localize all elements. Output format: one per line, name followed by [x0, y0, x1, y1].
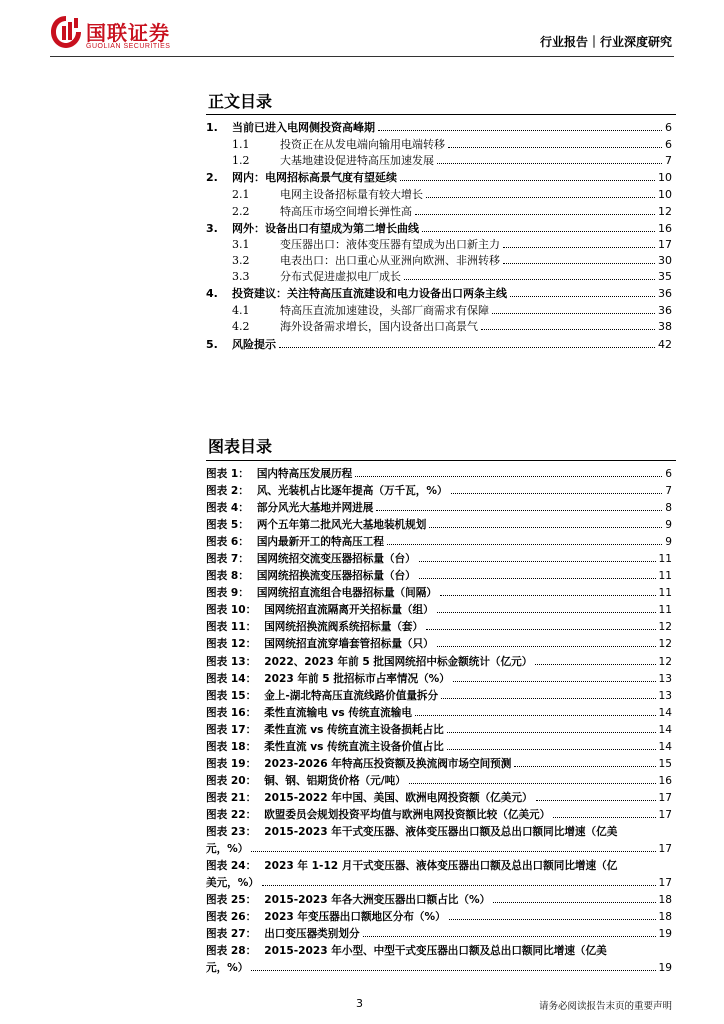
toc-entry-text: 变压器出口：液体变压器有望成为出口新主力	[280, 238, 500, 251]
figure-entry-page: 17	[658, 843, 672, 855]
figure-entry[interactable]	[206, 585, 672, 602]
toc-entry-text: 网外：设备出口有望成为第二增长曲线	[232, 222, 419, 235]
figure-entry[interactable]	[206, 466, 672, 483]
figure-entry[interactable]	[206, 756, 672, 773]
toc-entry[interactable]	[206, 204, 672, 220]
leader-dots	[419, 578, 656, 579]
figure-entry-label: 图表 18：	[206, 741, 257, 753]
figure-entry[interactable]	[206, 551, 672, 568]
guolian-logo-icon	[50, 14, 82, 50]
figure-entry-text: 国网统招换流阀系统招标量（套）	[264, 621, 424, 633]
figure-entry-page: 12	[658, 656, 672, 668]
figure-entry-text: 出口变压器类别划分	[264, 928, 360, 940]
figure-entry-label: 图表 21：	[206, 792, 257, 804]
report-type-label: 行业报告｜行业深度研究	[539, 35, 672, 49]
figure-entry[interactable]	[206, 619, 672, 636]
leader-dots	[363, 936, 656, 937]
leader-dots	[493, 902, 655, 903]
figure-entry-page: 19	[658, 928, 672, 940]
figure-entry-page: 16	[658, 775, 672, 787]
figure-entry-label: 图表 2：	[206, 485, 249, 497]
figure-entry-page: 14	[658, 707, 672, 719]
toc-entry[interactable]	[206, 286, 672, 302]
brand-name-cn: 国联证券	[86, 21, 170, 45]
toc-entry[interactable]	[206, 187, 672, 203]
toc-entry-page: 10	[658, 171, 672, 184]
toc-entry[interactable]	[206, 237, 672, 253]
leader-dots	[251, 851, 655, 852]
leader-dots	[400, 180, 655, 181]
toc-entry-page: 30	[658, 254, 672, 267]
figure-entry[interactable]	[206, 739, 672, 756]
figure-entry-text: 两个五年第二批风光大基地装机规划	[256, 519, 427, 531]
figure-entry-label: 图表 1：	[206, 468, 249, 480]
toc-entry-page: 36	[658, 304, 672, 317]
header-divider	[50, 56, 674, 57]
leader-dots	[437, 612, 656, 613]
toc-entry-page: 17	[658, 238, 672, 251]
figure-entry-label: 图表 15：	[206, 690, 257, 702]
toc-entry-number: 2.	[206, 171, 218, 184]
figure-entry[interactable]	[206, 790, 672, 807]
figure-entry-text: 国内特高压发展历程	[256, 468, 353, 480]
leader-dots	[404, 279, 655, 280]
toc-entry-number: 1.1	[232, 138, 250, 151]
leader-dots	[535, 664, 655, 665]
toc-entry-number: 1.2	[232, 154, 250, 167]
leader-dots	[376, 510, 662, 511]
figure-entry-label: 图表 20：	[206, 775, 257, 787]
toc-entry[interactable]	[206, 253, 672, 269]
toc-entry-page: 38	[658, 320, 672, 333]
toc-entry-text: 投资正在从发电端向输用电端转移	[280, 138, 445, 151]
figure-entry-page: 11	[658, 604, 672, 616]
toc-entry-page: 42	[658, 338, 672, 351]
toc-entry-page: 35	[658, 270, 672, 283]
toc-entry-text: 分布式促进虚拟电厂成长	[280, 270, 401, 283]
toc-entry[interactable]	[206, 137, 672, 153]
toc-entry-number: 3.3	[232, 270, 250, 283]
figure-entry-label: 图表 6：	[206, 536, 249, 548]
figure-entry-text: 国网统招直流穿墙套管招标量（只）	[264, 638, 434, 650]
figure-entry-text: 2023 年 1-12 月干式变压器、液体变压器出口额及总出口额同比增速（亿	[264, 860, 618, 872]
leader-dots	[415, 214, 655, 215]
figure-entry-page: 8	[665, 502, 672, 514]
figure-entry-label: 图表 13：	[206, 656, 257, 668]
leader-dots	[536, 800, 656, 801]
leader-dots	[429, 527, 662, 528]
leader-dots	[553, 817, 655, 818]
figure-entry-page: 18	[658, 911, 672, 923]
figure-entry-text: 2015-2023 年干式变压器、液体变压器出口额及总出口额同比增速（亿美	[264, 826, 618, 838]
figure-entry-text: 国网统招换流变压器招标量（台）	[256, 570, 416, 582]
figure-entry-label: 图表 9：	[206, 587, 249, 599]
figure-entry-page: 18	[658, 894, 672, 906]
toc-entry[interactable]	[206, 303, 672, 319]
leader-dots	[510, 296, 655, 297]
figure-entry[interactable]	[206, 654, 672, 671]
figure-entry-label: 图表 28：	[206, 945, 257, 957]
figure-entry-page: 15	[658, 758, 672, 770]
leader-dots	[426, 629, 655, 630]
leader-dots	[419, 561, 656, 562]
toc-entry[interactable]	[206, 319, 672, 335]
figure-entry-text: 铜、钢、铝期货价格（元/吨）	[264, 775, 406, 787]
figure-entry-label: 图表 22：	[206, 809, 257, 821]
figure-entry-page: 17	[658, 877, 672, 889]
figure-entry[interactable]	[206, 705, 672, 722]
figure-entry-page: 13	[658, 690, 672, 702]
figure-entry-page: 12	[658, 621, 672, 633]
leader-dots	[437, 646, 656, 647]
figure-entry[interactable]	[206, 517, 672, 534]
figure-entry-text: 2023 年变压器出口额地区分布（%）	[264, 911, 446, 923]
page-number: 3	[356, 997, 363, 1010]
toc-entry-page: 6	[665, 138, 672, 151]
figure-entry-page: 11	[658, 553, 672, 565]
toc-entry-number: 3.2	[232, 254, 250, 267]
leader-dots	[449, 919, 656, 920]
figure-entry-text: 2023 年前 5 批招标市占率情况（%）	[264, 673, 450, 685]
toc-entry-page: 10	[658, 188, 672, 201]
figure-entry-continuation[interactable]	[206, 960, 672, 977]
figure-entry-label: 图表 5：	[206, 519, 249, 531]
figure-entry-label: 图表 27：	[206, 928, 257, 940]
figure-entry[interactable]	[206, 483, 672, 500]
toc-entry-number: 4.	[206, 287, 218, 300]
leader-dots	[481, 329, 655, 330]
figure-entry-page: 13	[658, 673, 672, 685]
leader-dots	[503, 247, 655, 248]
figure-entry-text: 柔性直流 vs 传统直流主设备价值占比	[264, 741, 444, 753]
figure-entry-label: 图表 24：	[206, 860, 257, 872]
figure-entry-page: 6	[665, 468, 672, 480]
leader-dots	[448, 147, 662, 148]
figure-entry[interactable]	[206, 892, 672, 909]
figure-entry-label: 图表 7：	[206, 553, 249, 565]
leader-dots	[279, 347, 655, 348]
figure-entry-label: 图表 26：	[206, 911, 257, 923]
toc-entry-page: 7	[665, 154, 672, 167]
leader-dots	[251, 970, 655, 971]
figure-entry-label: 图表 17：	[206, 724, 257, 736]
toc-title-divider	[206, 114, 676, 115]
figure-entry-page: 17	[658, 809, 672, 821]
toc-entry-number: 5.	[206, 338, 218, 351]
toc-entry-text: 电网主设备招标量有较大增长	[280, 188, 423, 201]
figure-entry-continuation[interactable]	[206, 841, 672, 858]
figure-entry-page: 9	[665, 519, 672, 531]
leader-dots	[492, 313, 655, 314]
leader-dots	[441, 698, 655, 699]
figure-entry-text: 柔性直流输电 vs 传统直流输电	[264, 707, 412, 719]
toc-entry-number: 2.2	[232, 205, 250, 218]
figure-entry-text: 2015-2023 年小型、中型干式变压器出口额及总出口额同比增速（亿美	[264, 945, 607, 957]
toc-entry-number: 3.1	[232, 238, 250, 251]
figure-entry-page: 7	[665, 485, 672, 497]
figure-entry-page: 19	[658, 962, 672, 974]
leader-dots	[440, 595, 656, 596]
leader-dots	[514, 766, 655, 767]
leader-dots	[378, 130, 662, 131]
toc-entry-page: 36	[658, 287, 672, 300]
figure-entry-page: 14	[658, 741, 672, 753]
brand-name-en: GUOLIAN SECURITIES	[86, 43, 171, 50]
figure-entry[interactable]	[206, 773, 672, 790]
toc-entry-text: 投资建议：关注特高压直流建设和电力设备出口两条主线	[232, 287, 507, 300]
toc-entry-number: 1.	[206, 121, 218, 134]
toc-entry-number: 4.2	[232, 320, 250, 333]
figure-entry-text: 风、光装机占比逐年提高（万千瓦，%）	[256, 485, 448, 497]
figures-title: 图表目录	[208, 437, 273, 456]
leader-dots	[426, 197, 655, 198]
figure-entry[interactable]	[206, 858, 672, 875]
toc-entry[interactable]	[206, 170, 672, 186]
figure-entry[interactable]	[206, 926, 672, 943]
toc-entry-number: 3.	[206, 222, 218, 235]
toc-entry[interactable]	[206, 153, 672, 169]
disclaimer-note: 请务必阅读报告末页的重要声明	[538, 1001, 672, 1012]
figure-entry-text-cont: 元，%）	[206, 962, 249, 974]
figure-entry-text: 国网统招交流变压器招标量（台）	[256, 553, 416, 565]
figure-entry[interactable]	[206, 568, 672, 585]
figure-entry-label: 图表 14：	[206, 673, 257, 685]
figure-entry-text: 2015-2023 年各大洲变压器出口额占比（%）	[264, 894, 491, 906]
figure-entry-label: 图表 8：	[206, 570, 249, 582]
figure-entry[interactable]	[206, 909, 672, 926]
toc-entry[interactable]	[206, 221, 672, 237]
figure-entry-page: 14	[658, 724, 672, 736]
toc-entry-text: 当前已进入电网侧投资高峰期	[232, 121, 375, 134]
figure-entry-text: 欧盟委员会规划投资平均值与欧洲电网投资额比较（亿美元）	[264, 809, 551, 821]
figure-entry[interactable]	[206, 688, 672, 705]
figure-entry-text: 柔性直流 vs 传统直流主设备损耗占比	[264, 724, 444, 736]
figure-entry-page: 11	[658, 570, 672, 582]
toc-entry-text: 特高压市场空间增长弹性高	[280, 205, 412, 218]
figure-entry[interactable]	[206, 807, 672, 824]
leader-dots	[447, 749, 656, 750]
toc-entry-page: 12	[658, 205, 672, 218]
figure-entry-continuation[interactable]	[206, 875, 672, 892]
toc-entry-number: 2.1	[232, 188, 250, 201]
leader-dots	[415, 715, 656, 716]
figure-entry[interactable]	[206, 671, 672, 688]
leader-dots	[437, 163, 662, 164]
figure-entry-label: 图表 4：	[206, 502, 249, 514]
toc-entry-number: 4.1	[232, 304, 250, 317]
figure-entry-text: 2015-2022 年中国、美国、欧洲电网投资额（亿美元）	[264, 792, 533, 804]
figure-entry[interactable]	[206, 534, 672, 551]
figure-entry[interactable]	[206, 722, 672, 739]
figure-entry-page: 17	[658, 792, 672, 804]
figure-entry-text-cont: 元，%）	[206, 843, 249, 855]
toc-entry[interactable]	[206, 120, 672, 136]
figure-entry-text: 金上-湖北特高压直流线路价值量拆分	[264, 690, 439, 702]
figure-entry[interactable]	[206, 943, 672, 960]
toc-entry-text: 网内：电网招标高景气度有望延续	[232, 171, 397, 184]
leader-dots	[453, 681, 656, 682]
page-header	[0, 0, 724, 58]
toc-entry-text: 大基地建设促进特高压加速发展	[280, 154, 434, 167]
figure-entry-text: 部分风光大基地并网进展	[256, 502, 374, 514]
figure-entry-label: 图表 25：	[206, 894, 257, 906]
figure-entry-label: 图表 19：	[206, 758, 257, 770]
figure-entry[interactable]	[206, 500, 672, 517]
figure-entry[interactable]	[206, 602, 672, 619]
figure-entry-label: 图表 16：	[206, 707, 257, 719]
leader-dots	[262, 885, 656, 886]
figure-entry-label: 图表 12：	[206, 638, 257, 650]
leader-dots	[503, 263, 655, 264]
figure-entry-text: 国网统招直流组合电器招标量（间隔）	[256, 587, 437, 599]
figure-entry-text: 国网统招直流隔离开关招标量（组）	[264, 604, 434, 616]
leader-dots	[451, 493, 663, 494]
figure-entry-text: 2022、2023 年前 5 批国网统招中标金额统计（亿元）	[264, 656, 533, 668]
leader-dots	[387, 544, 662, 545]
figure-entry-label: 图表 23：	[206, 826, 257, 838]
figure-entry[interactable]	[206, 636, 672, 653]
toc-entry-page: 6	[665, 121, 672, 134]
toc-entry-text: 风险提示	[232, 338, 276, 351]
toc-entry-text: 电表出口：出口重心从亚洲向欧洲、非洲转移	[280, 254, 500, 267]
figure-entry-label: 图表 11：	[206, 621, 257, 633]
toc-entry[interactable]	[206, 269, 672, 285]
toc-entry[interactable]	[206, 337, 672, 353]
leader-dots	[409, 783, 656, 784]
figure-entry[interactable]	[206, 824, 672, 841]
figures-title-divider	[206, 460, 676, 461]
figure-entry-page: 12	[658, 638, 672, 650]
leader-dots	[447, 732, 656, 733]
leader-dots	[422, 231, 655, 232]
figure-entry-text-cont: 美元，%）	[206, 877, 259, 889]
toc-entry-text: 特高压直流加速建设，头部厂商需求有保障	[280, 304, 489, 317]
figure-entry-label: 图表 10：	[206, 604, 257, 616]
figure-entry-text: 2023-2026 年特高压投资额及换流阀市场空间预测	[264, 758, 512, 770]
brand-logo	[50, 14, 250, 54]
leader-dots	[355, 476, 662, 477]
figure-entry-page: 11	[658, 587, 672, 599]
figure-entry-page: 9	[665, 536, 672, 548]
toc-entry-page: 16	[658, 222, 672, 235]
toc-entry-text: 海外设备需求增长，国内设备出口高景气	[280, 320, 478, 333]
figure-entry-text: 国内最新开工的特高压工程	[256, 536, 384, 548]
toc-title: 正文目录	[208, 92, 273, 111]
